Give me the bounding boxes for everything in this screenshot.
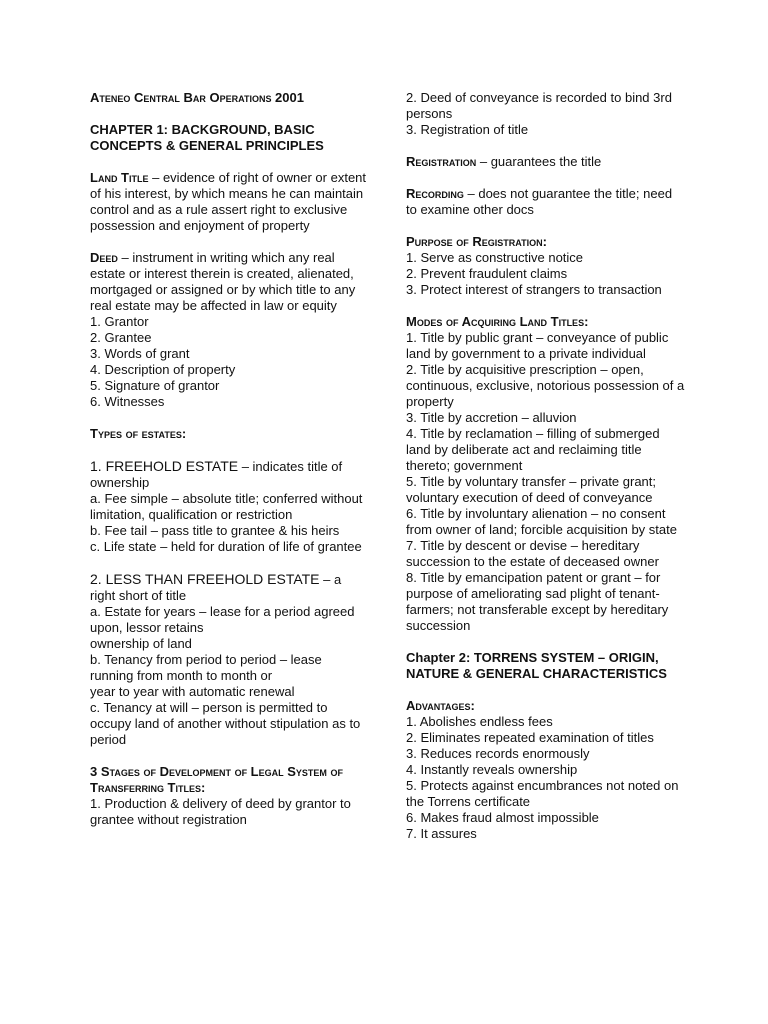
less-freehold-lead: LESS THAN FREEHOLD ESTATE	[105, 571, 320, 587]
list-item: 7. It assures	[406, 826, 477, 841]
list-item: 2. Title by acquisitive prescription – open, continuous, exclusive, notorious possession of a property	[406, 362, 685, 409]
less-freehold-number: 2.	[90, 571, 106, 587]
list-item: c. Tenancy at will – person is permitted to occupy land of another without stipulation as to period	[90, 700, 361, 747]
list-item: 6. Witnesses	[90, 394, 165, 409]
less-freehold-text: – a right short of title	[90, 572, 342, 603]
list-item: 2. Prevent fraudulent claims	[406, 266, 568, 281]
list-item: 4. Instantly reveals ownership	[406, 762, 578, 777]
list-item: 3. Reduces records enormously	[406, 746, 590, 761]
left-column	[90, 90, 368, 844]
list-item: 7. Title by descent or devise – hereditary succession to the estate of deceased owner	[406, 538, 659, 569]
deed-definition	[90, 250, 368, 410]
purpose-heading: Purpose of Registration:	[406, 234, 547, 249]
land-title-definition	[90, 170, 368, 234]
less-than-freehold-section	[90, 571, 368, 748]
list-item: 1. Abolishes endless fees	[406, 714, 553, 729]
list-item: 3. Registration of title	[406, 122, 529, 137]
list-item: 5. Protects against encumbrances not noted on the Torrens certificate	[406, 778, 679, 809]
modes-heading: Modes of Acquiring Land Titles:	[406, 314, 589, 329]
list-item: 1. Title by public grant – conveyance of public land by government to a private individual	[406, 330, 669, 361]
chapter-1-heading: CHAPTER 1: BACKGROUND, BASIC CONCEPTS & GENERAL PRINCIPLES	[90, 122, 324, 153]
registration-definition	[406, 154, 686, 170]
list-item: 2. Eliminates repeated examination of titles	[406, 730, 654, 745]
list-item: 3. Title by accretion – alluvion	[406, 410, 577, 425]
freehold-estate-section	[90, 458, 368, 555]
list-item: b. Tenancy from period to period – lease running from month to month or	[90, 652, 322, 683]
list-item: year to year with automatic renewal	[90, 684, 295, 699]
list-item: b. Fee tail – pass title to grantee & his heirs	[90, 523, 340, 538]
recording-text: – does not guarantee the title; need to examine other docs	[406, 186, 673, 217]
list-item: c. Life state – held for duration of life of grantee	[90, 539, 362, 554]
registration-term: Registration	[406, 154, 477, 169]
deed-text: – instrument in writing which any real estate or interest therein is created, alienated, mortgaged or assigned or by which title to any real estate may be affected in law or equity	[90, 250, 356, 313]
right-column	[406, 90, 686, 858]
list-item: 6. Title by involuntary alienation – no consent from owner of land; forcible acquisition by state	[406, 506, 677, 537]
list-item: 4. Description of property	[90, 362, 236, 377]
chapter-2-heading: Chapter 2: TORRENS SYSTEM – ORIGIN, NATURE & GENERAL CHARACTERISTICS	[406, 650, 667, 681]
modes-section	[406, 314, 686, 634]
land-title-term: Land Title	[90, 170, 149, 185]
advantages-heading: Advantages:	[406, 698, 475, 713]
list-item: 4. Title by reclamation – filling of submerged land by deliberate act and reclaiming title thereto; government	[406, 426, 660, 473]
list-item: 2. Deed of conveyance is recorded to bind 3rd persons	[406, 90, 672, 121]
list-item: 5. Signature of grantor	[90, 378, 220, 393]
land-title-text: – evidence of right of owner or extent of his interest, by which means he can maintain control and as a rule assert right to exclusive possession and enjoyment of property	[90, 170, 367, 233]
list-item: 8. Title by emancipation patent or grant – for purpose of ameliorating sad plight of tenant-farmers; not transferable except by hereditary succession	[406, 570, 669, 633]
recording-term: Recording	[406, 186, 464, 201]
stages-continued	[406, 90, 686, 138]
deed-term: Deed	[90, 250, 118, 265]
list-item: 1. Grantor	[90, 314, 149, 329]
advantages-section	[406, 698, 686, 842]
recording-definition	[406, 186, 686, 218]
stages-heading: 3 Stages of Development of Legal System of Transferring Titles:	[90, 764, 344, 795]
purpose-section	[406, 234, 686, 298]
list-item: 3. Words of grant	[90, 346, 190, 361]
stages-section	[90, 764, 368, 828]
freehold-lead: FREEHOLD ESTATE	[105, 458, 239, 474]
document-title: Ateneo Central Bar Operations 2001	[90, 90, 304, 105]
registration-text: – guarantees the title	[476, 154, 602, 169]
list-item: 1. Production & delivery of deed by grantor to grantee without registration	[90, 796, 351, 827]
list-item: 2. Grantee	[90, 330, 152, 345]
list-item: 3. Protect interest of strangers to transaction	[406, 282, 662, 297]
types-of-estates-heading: Types of estates:	[90, 426, 187, 441]
list-item: 5. Title by voluntary transfer – private grant; voluntary execution of deed of conveyance	[406, 474, 657, 505]
freehold-number: 1.	[90, 458, 106, 474]
list-item: 1. Serve as constructive notice	[406, 250, 584, 265]
list-item: a. Estate for years – lease for a period agreed upon, lessor retains	[90, 604, 355, 635]
list-item: a. Fee simple – absolute title; conferred without limitation, qualification or restriction	[90, 491, 363, 522]
list-item: ownership of land	[90, 636, 192, 651]
list-item: 6. Makes fraud almost impossible	[406, 810, 599, 825]
freehold-text: – indicates title of ownership	[90, 459, 343, 490]
